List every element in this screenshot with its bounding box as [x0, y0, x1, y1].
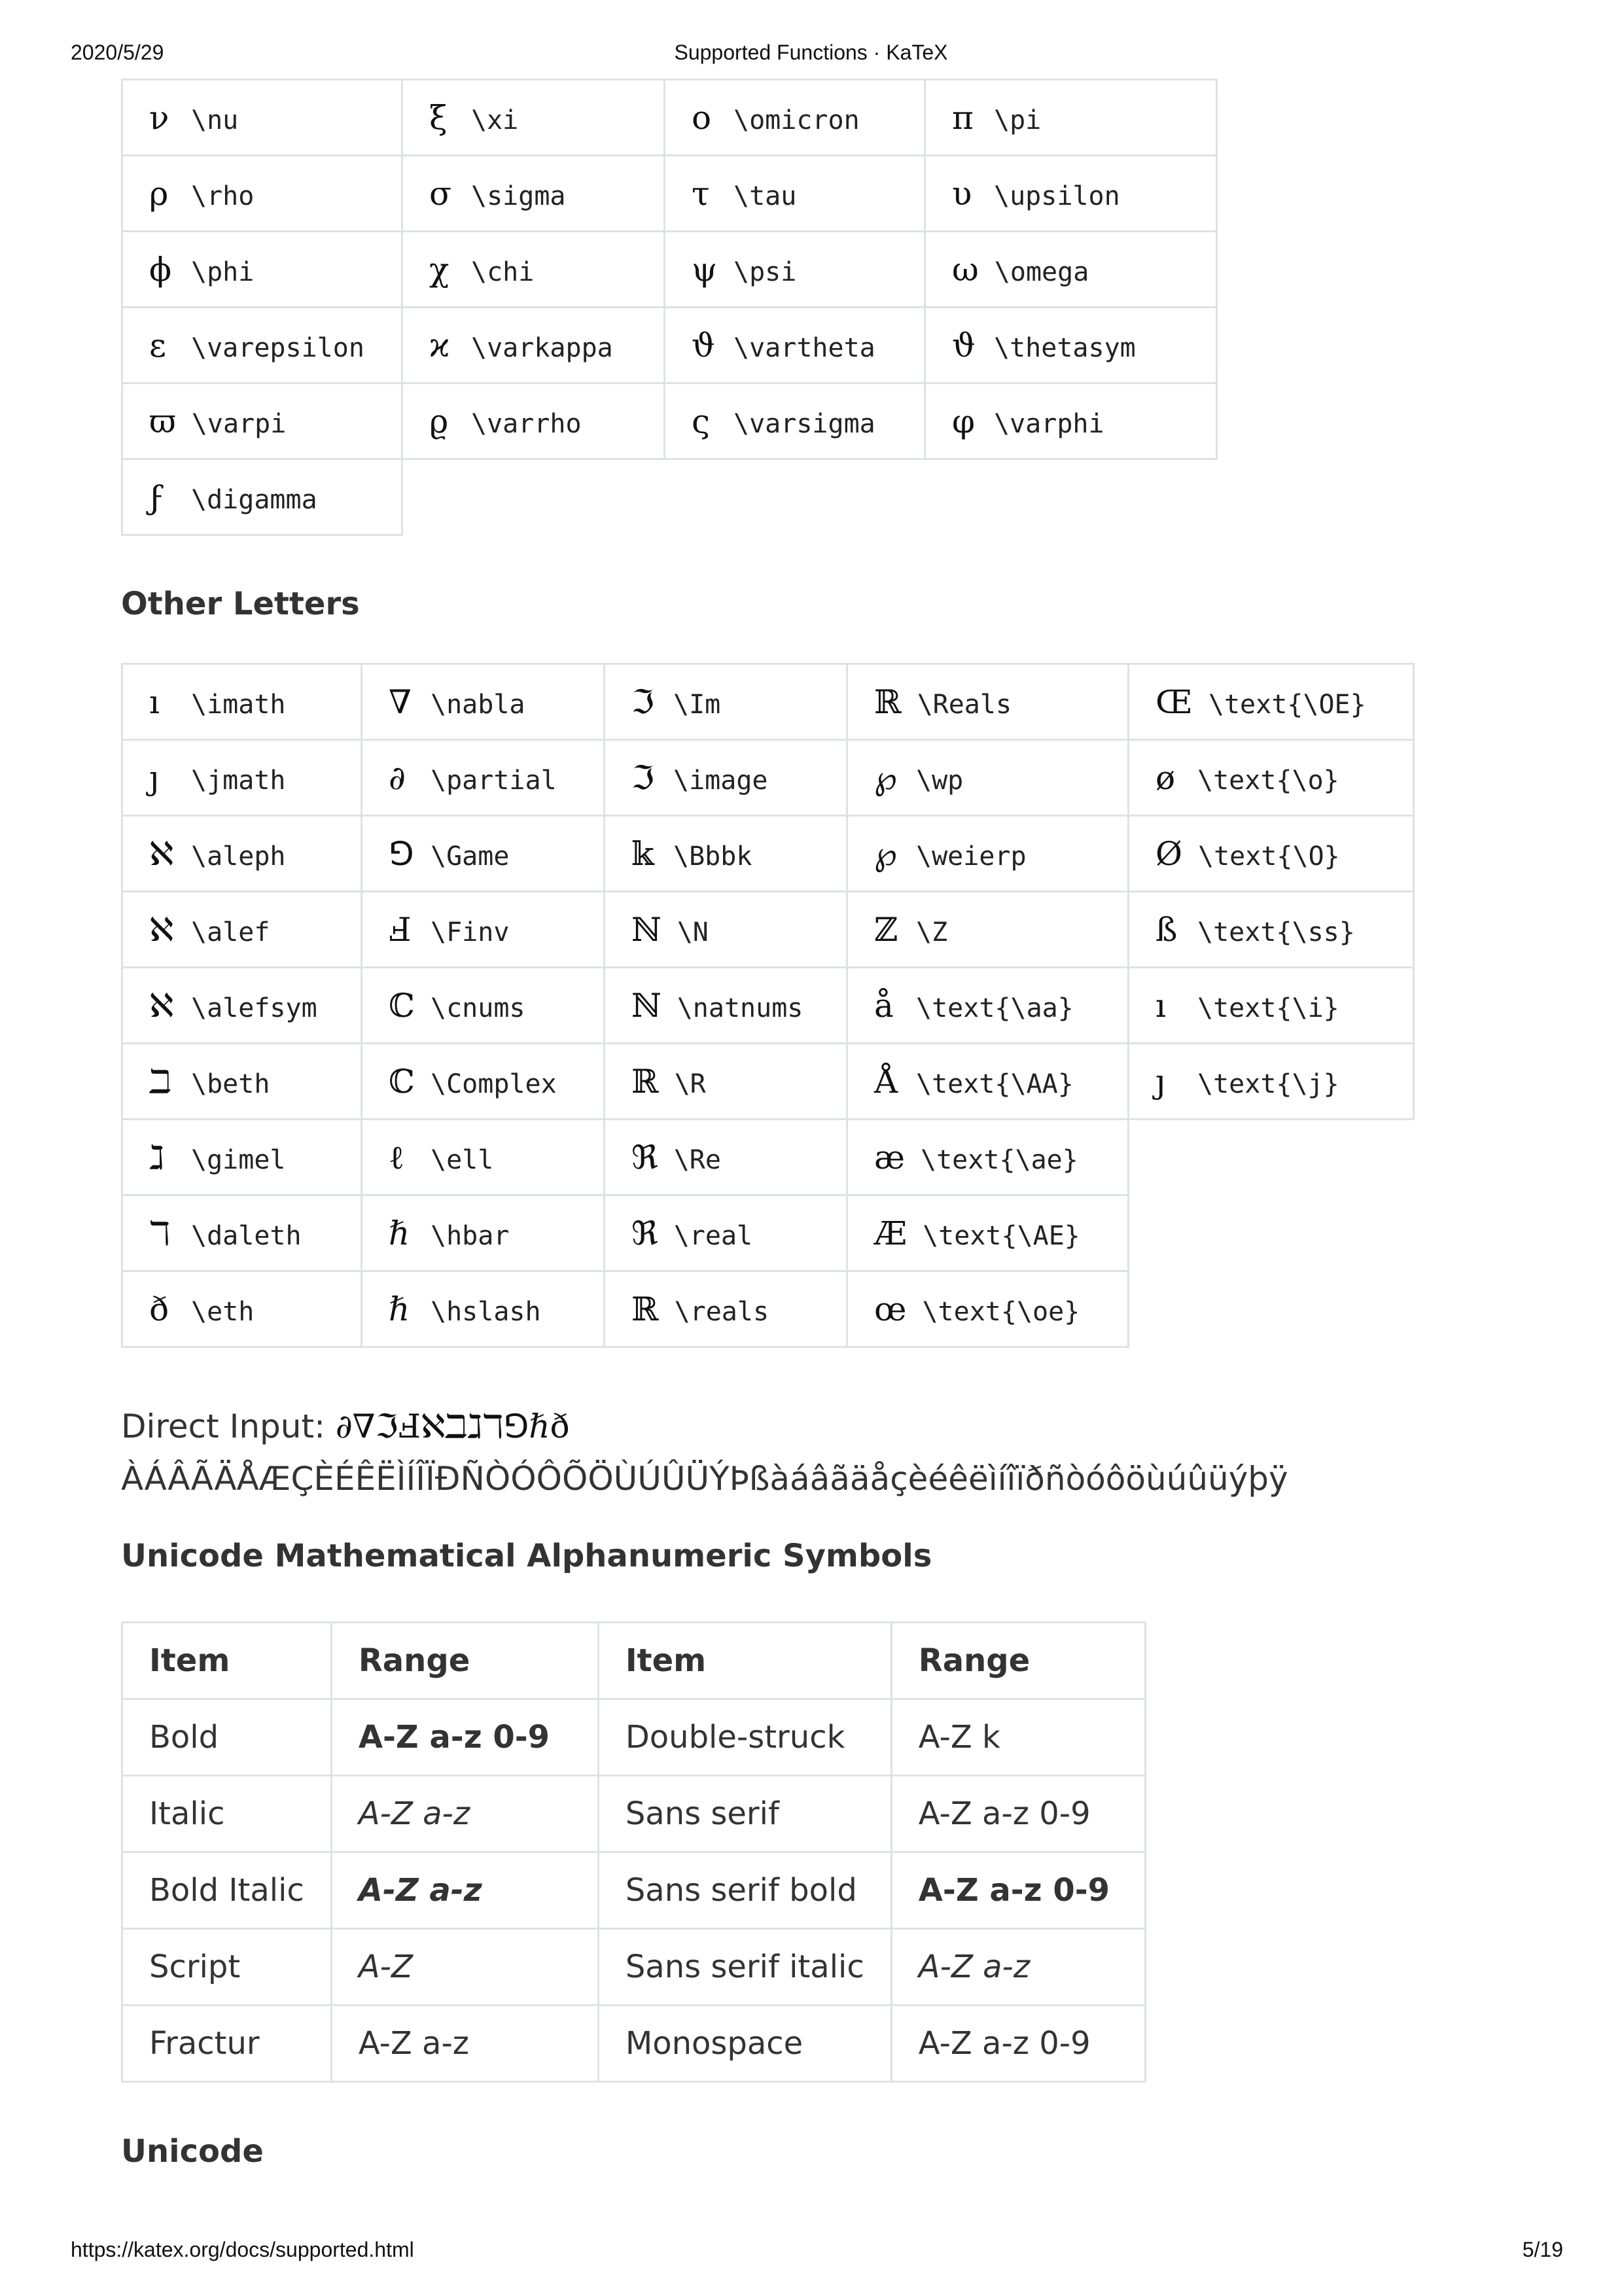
- table-row: [122, 232, 1217, 308]
- table-row: [122, 1271, 1414, 1347]
- symbol-cell: [122, 892, 362, 968]
- command-name: \varrho: [471, 408, 582, 439]
- command-name: \aleph: [191, 841, 286, 872]
- table-row: [122, 1195, 1414, 1271]
- item-cell: Sans serif bold: [598, 1852, 891, 1929]
- item-cell: Bold: [122, 1699, 332, 1776]
- command-name: \Complex: [431, 1069, 557, 1099]
- command-name: \varpi: [191, 408, 287, 439]
- command-name: \text{\OE}: [1208, 689, 1366, 720]
- symbol-cell: [1129, 816, 1414, 892]
- symbol-glyph: ℸ: [149, 1214, 171, 1252]
- symbol-glyph: å: [874, 986, 894, 1025]
- table-row: [122, 664, 1414, 740]
- command-name: \varsigma: [733, 408, 875, 439]
- command-name: \text{\oe}: [922, 1296, 1080, 1327]
- symbol-glyph: ∂: [389, 758, 406, 797]
- command-name: \nabla: [431, 689, 525, 720]
- symbol-glyph: ℕ: [631, 986, 661, 1025]
- item-cell: Sans serif: [598, 1776, 891, 1852]
- symbol-glyph: ℏ: [389, 1214, 410, 1252]
- symbol-cell: [665, 156, 925, 232]
- symbol-glyph: ℂ: [389, 986, 415, 1025]
- table-row: [122, 968, 1414, 1044]
- command-name: \hbar: [431, 1220, 510, 1251]
- symbol-cell: [847, 892, 1129, 968]
- symbol-cell: [362, 892, 605, 968]
- symbol-glyph: ς: [692, 402, 711, 440]
- symbol-cell: [1129, 1044, 1414, 1120]
- symbol-cell: [402, 308, 665, 383]
- symbol-cell: [1129, 892, 1414, 968]
- command-name: \eth: [191, 1296, 255, 1327]
- symbol-glyph: œ: [874, 1290, 907, 1328]
- range-cell: A-Z a-z 0-9: [891, 1852, 1145, 1929]
- command-name: \ell: [431, 1144, 494, 1175]
- symbol-cell: [925, 308, 1217, 383]
- command-name: \psi: [733, 256, 797, 287]
- command-name: \omega: [994, 256, 1089, 287]
- symbol-cell: [122, 1271, 362, 1347]
- table-row: [122, 1699, 1146, 1776]
- command-name: \chi: [471, 256, 535, 287]
- table-row: [122, 156, 1217, 232]
- symbol-cell: [847, 740, 1129, 816]
- item-cell: Fractur: [122, 2005, 332, 2082]
- column-header-item: Item: [122, 1623, 332, 1699]
- range-cell: A-Z a-z: [891, 1929, 1145, 2005]
- table-row: [122, 740, 1414, 816]
- symbol-cell: [605, 968, 847, 1044]
- command-name: \alef: [191, 917, 270, 947]
- item-cell: Sans serif italic: [598, 1929, 891, 2005]
- command-name: \R: [674, 1069, 706, 1099]
- command-name: \Finv: [431, 917, 510, 947]
- command-name: \xi: [471, 105, 519, 135]
- symbol-glyph: ℑ: [631, 682, 654, 721]
- item-cell: Monospace: [598, 2005, 891, 2082]
- symbol-glyph: ı: [1155, 986, 1166, 1025]
- symbol-cell: [122, 232, 402, 308]
- direct-input-symbols: ∂∇ℑℲℵℶℷℸ⅁ℏð: [335, 1407, 570, 1445]
- symbol-glyph: ℝ: [631, 1062, 659, 1101]
- command-name: \daleth: [191, 1220, 302, 1251]
- symbol-glyph: υ: [952, 174, 972, 213]
- symbol-cell: [122, 383, 402, 459]
- symbol-cell: [847, 1195, 1129, 1271]
- command-name: \Im: [673, 689, 721, 720]
- symbol-cell: [122, 1044, 362, 1120]
- command-name: \N: [677, 917, 709, 947]
- command-name: \image: [673, 765, 768, 796]
- unicode-heading: Unicode: [121, 2133, 264, 2170]
- command-name: \hslash: [431, 1296, 541, 1327]
- symbol-glyph: æ: [874, 1138, 905, 1176]
- command-name: \Re: [673, 1144, 721, 1175]
- command-name: \varepsilon: [191, 332, 364, 363]
- symbol-cell: [362, 1195, 605, 1271]
- symbol-cell: [665, 308, 925, 383]
- symbol-glyph: ℕ: [631, 910, 661, 949]
- symbol-cell: [847, 1044, 1129, 1120]
- symbol-glyph: ω: [952, 250, 979, 289]
- symbol-glyph: π: [952, 98, 974, 137]
- symbol-glyph: ℷ: [149, 1138, 165, 1176]
- symbol-glyph: ϱ: [429, 402, 449, 440]
- symbol-glyph: ℝ: [874, 682, 902, 721]
- command-name: \varphi: [994, 408, 1104, 439]
- symbol-cell: [847, 816, 1129, 892]
- symbol-glyph: ℵ: [149, 910, 174, 949]
- command-name: \digamma: [191, 484, 317, 515]
- command-name: \text{\ae}: [921, 1144, 1078, 1175]
- symbol-cell: [925, 156, 1217, 232]
- symbol-glyph: ψ: [692, 250, 718, 289]
- symbol-glyph: Ⅎ: [389, 910, 412, 949]
- command-name: \nu: [191, 105, 239, 135]
- greek-letters-table: [121, 79, 1218, 536]
- command-name: \jmath: [191, 765, 286, 796]
- symbol-cell: [665, 80, 925, 156]
- symbol-cell: [1129, 968, 1414, 1044]
- table-row: [122, 80, 1217, 156]
- symbol-cell: [402, 383, 665, 459]
- table-row: [122, 459, 1217, 535]
- table-row: [122, 383, 1217, 459]
- symbol-glyph: ℓ: [389, 1138, 404, 1176]
- symbol-glyph: ℘: [874, 758, 897, 797]
- command-name: \text{\j}: [1197, 1069, 1339, 1099]
- symbol-cell: [362, 1120, 605, 1195]
- command-name: \tau: [733, 181, 797, 211]
- symbol-cell: [122, 968, 362, 1044]
- symbol-glyph: ϖ: [149, 402, 176, 440]
- symbol-cell: [605, 816, 847, 892]
- command-name: \partial: [431, 765, 557, 796]
- symbol-cell: [362, 1044, 605, 1120]
- symbol-glyph: ℘: [874, 834, 897, 873]
- table-row: [122, 892, 1414, 968]
- direct-input-label: Direct Input:: [121, 1407, 336, 1445]
- symbol-cell: [402, 232, 665, 308]
- command-name: \weierp: [916, 841, 1027, 872]
- symbol-cell: [1129, 740, 1414, 816]
- symbol-cell: [122, 1120, 362, 1195]
- symbol-glyph: ℵ: [149, 834, 174, 873]
- column-header-item: Item: [598, 1623, 891, 1699]
- symbol-glyph: τ: [692, 174, 710, 213]
- command-name: \text{\ss}: [1197, 917, 1355, 947]
- symbol-glyph: ϰ: [429, 326, 450, 364]
- other-letters-heading: Other Letters: [121, 586, 360, 622]
- symbol-cell: [362, 740, 605, 816]
- symbol-glyph: ø: [1155, 758, 1176, 797]
- symbol-glyph: ϕ: [149, 250, 172, 289]
- symbol-cell: [605, 1120, 847, 1195]
- symbol-cell: [605, 1271, 847, 1347]
- symbol-cell: [925, 232, 1217, 308]
- symbol-cell: [1129, 664, 1414, 740]
- symbol-glyph: Œ: [1155, 682, 1193, 721]
- item-cell: Bold Italic: [122, 1852, 332, 1929]
- range-cell: A-Z k: [891, 1699, 1145, 1776]
- symbol-glyph: σ: [429, 174, 452, 213]
- command-name: \text{\i}: [1197, 993, 1339, 1023]
- symbol-glyph: ϑ: [692, 326, 715, 364]
- symbol-glyph: ȷ: [1155, 1062, 1166, 1101]
- symbol-glyph: ℑ: [631, 758, 654, 797]
- symbol-cell: [362, 664, 605, 740]
- table-row: [122, 2005, 1146, 2082]
- symbol-glyph: Æ: [874, 1214, 908, 1252]
- command-name: \natnums: [677, 993, 803, 1023]
- symbol-glyph: ı: [149, 682, 160, 721]
- symbol-cell: [847, 968, 1129, 1044]
- command-name: \alefsym: [191, 993, 317, 1023]
- symbol-cell: [605, 664, 847, 740]
- symbol-cell: [847, 664, 1129, 740]
- command-name: \beth: [191, 1069, 270, 1099]
- symbol-cell: [402, 156, 665, 232]
- command-name: \upsilon: [994, 181, 1120, 211]
- symbol-glyph: ϑ: [952, 326, 976, 364]
- item-cell: Script: [122, 1929, 332, 2005]
- command-name: \text{\aa}: [916, 993, 1074, 1023]
- symbol-glyph: ℂ: [389, 1062, 415, 1101]
- symbol-glyph: ∇: [389, 682, 412, 721]
- column-header-range: Range: [891, 1623, 1145, 1699]
- symbol-glyph: ℤ: [874, 910, 898, 949]
- symbol-glyph: ℜ: [631, 1138, 658, 1176]
- table-row: [122, 1044, 1414, 1120]
- command-name: \Z: [916, 917, 948, 947]
- command-name: \text{\o}: [1197, 765, 1339, 796]
- symbol-cell: [122, 459, 402, 535]
- range-cell: A-Z a-z: [331, 1852, 598, 1929]
- range-cell: A-Z a-z 0-9: [891, 2005, 1145, 2082]
- item-cell: Double-struck: [598, 1699, 891, 1776]
- column-header-range: Range: [331, 1623, 598, 1699]
- symbol-cell: [847, 1271, 1129, 1347]
- symbol-cell: [847, 1120, 1129, 1195]
- command-name: \thetasym: [994, 332, 1136, 363]
- command-name: \imath: [191, 689, 286, 720]
- symbol-glyph: ℶ: [149, 1062, 171, 1101]
- symbol-glyph: ℏ: [389, 1290, 410, 1328]
- command-name: \phi: [191, 256, 255, 287]
- command-name: \text{\AA}: [916, 1069, 1074, 1099]
- symbol-cell: [925, 80, 1217, 156]
- command-name: \wp: [916, 765, 964, 796]
- command-name: \sigma: [471, 181, 566, 211]
- symbol-cell: [665, 232, 925, 308]
- command-name: \gimel: [191, 1144, 286, 1175]
- symbol-glyph: ⅁: [389, 834, 414, 873]
- symbol-glyph: ε: [149, 326, 166, 364]
- command-name: \Reals: [917, 689, 1012, 720]
- symbol-cell: [362, 968, 605, 1044]
- symbol-glyph: Å: [874, 1062, 898, 1101]
- print-page-number: 5/19: [1522, 2238, 1563, 2261]
- symbol-cell: [925, 383, 1217, 459]
- symbol-cell: [605, 740, 847, 816]
- symbol-cell: [665, 383, 925, 459]
- other-letters-table: [121, 663, 1415, 1348]
- command-name: \real: [673, 1220, 753, 1251]
- table-header-row: [122, 1623, 1146, 1699]
- command-name: \omicron: [733, 105, 860, 135]
- symbol-glyph: ο: [692, 98, 712, 137]
- table-row: [122, 308, 1217, 383]
- symbol-glyph: ρ: [149, 174, 169, 213]
- symbol-glyph: φ: [952, 402, 976, 440]
- print-page-title: Supported Functions · KaTeX: [674, 41, 948, 64]
- range-cell: A-Z a-z: [331, 2005, 598, 2082]
- command-name: \rho: [191, 181, 255, 211]
- symbol-glyph: ϝ: [149, 478, 165, 516]
- command-name: \text{\AE}: [923, 1220, 1080, 1251]
- symbol-glyph: ð: [149, 1290, 169, 1328]
- symbol-cell: [605, 1044, 847, 1120]
- range-cell: A-Z a-z 0-9: [891, 1776, 1145, 1852]
- command-name: \text{\O}: [1198, 841, 1340, 872]
- table-row: [122, 816, 1414, 892]
- symbol-glyph: χ: [429, 250, 450, 289]
- command-name: \Game: [431, 841, 510, 872]
- symbol-cell: [122, 308, 402, 383]
- symbol-cell: [122, 740, 362, 816]
- symbol-glyph: ν: [149, 98, 169, 137]
- table-row: [122, 1852, 1146, 1929]
- item-cell: Italic: [122, 1776, 332, 1852]
- symbol-glyph: 𝕜: [631, 834, 654, 873]
- table-row: [122, 1776, 1146, 1852]
- symbol-cell: [402, 80, 665, 156]
- symbol-glyph: ȷ: [149, 758, 160, 797]
- print-url: https://katex.org/docs/supported.html: [71, 2238, 414, 2261]
- command-name: \cnums: [431, 993, 525, 1023]
- command-name: \reals: [674, 1296, 769, 1327]
- range-cell: A-Z a-z 0-9: [331, 1699, 598, 1776]
- symbol-glyph: ℵ: [149, 986, 174, 1025]
- symbol-cell: [122, 816, 362, 892]
- command-name: \Bbbk: [673, 841, 752, 872]
- command-name: \vartheta: [733, 332, 875, 363]
- table-row: [122, 1120, 1414, 1195]
- symbol-glyph: ξ: [429, 98, 448, 137]
- direct-input-line: [121, 1400, 570, 1453]
- range-cell: A-Z: [331, 1929, 598, 2005]
- symbol-glyph: ℝ: [631, 1290, 659, 1328]
- symbol-cell: [362, 1271, 605, 1347]
- symbol-cell: [122, 156, 402, 232]
- symbol-cell: [122, 1195, 362, 1271]
- print-date: 2020/5/29: [71, 41, 164, 64]
- symbol-cell: [122, 80, 402, 156]
- symbol-glyph: Ø: [1155, 834, 1182, 873]
- symbol-cell: [362, 816, 605, 892]
- direct-input-accented-letters: ÀÁÂÃÄÅÆÇÈÉÊËÌÍÎÏÐÑÒÓÔÕÖÙÚÛÜÝÞßàáâãäåçèéêëìíîïðñòóôöùúûüýþÿ: [121, 1460, 1288, 1498]
- unicode-math-table: [121, 1621, 1146, 2083]
- unicode-math-heading: Unicode Mathematical Alphanumeric Symbols: [121, 1538, 932, 1574]
- symbol-cell: [122, 664, 362, 740]
- symbol-glyph: ℜ: [631, 1214, 658, 1252]
- symbol-cell: [605, 892, 847, 968]
- command-name: \varkappa: [471, 332, 613, 363]
- table-row: [122, 1929, 1146, 2005]
- symbol-cell: [605, 1195, 847, 1271]
- range-cell: A-Z a-z: [331, 1776, 598, 1852]
- symbol-glyph: ß: [1155, 910, 1178, 949]
- command-name: \pi: [994, 105, 1042, 135]
